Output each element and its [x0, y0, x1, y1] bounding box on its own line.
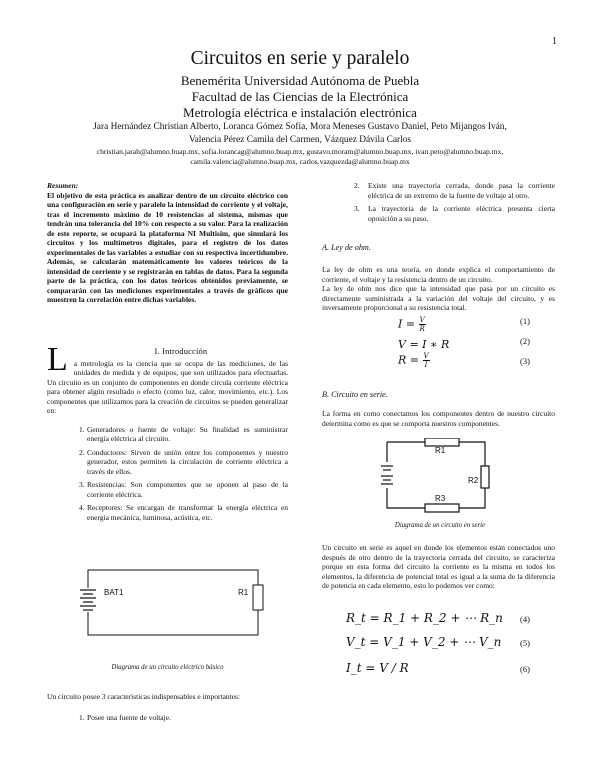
list-item: 2. Existe una trayectoria cerrada, donde pasa la corriente eléctrica de un extremo de la fuente de voltaje al otro.: [354, 181, 555, 200]
battery-label: BAT1: [104, 588, 124, 597]
r2-label: R2: [468, 476, 479, 485]
emails-line-1: christian.jarah@alumno.buap.mx, sofia.lorancag@alumno.buap.mx, gustavo.moram@alumno.buap.mx, ivan.peto@alumno.buap.mx,: [96, 147, 504, 156]
characteristics-list-cont: [322, 181, 555, 223]
ohm-text-1: La ley de ohm es una teoría, en donde explica el comportamiento de corriente, el voltaje y la resistencia dentro de un circuito.: [322, 265, 555, 284]
drop-cap: L: [47, 341, 68, 378]
equation-5: V_t = V_1 + V_2 + ⋯ V_n: [346, 635, 502, 649]
list-item: 3. Resistencias: Son componentes que se oponen al paso de la corriente eléctrica.: [79, 480, 288, 499]
equation-number: (4): [520, 614, 530, 624]
page-number: 1: [552, 36, 557, 47]
serie-heading: B. Circuito en serie.: [322, 390, 388, 399]
equation-number: (6): [520, 664, 530, 674]
fig2-caption: Diagrama de un circuito en serie: [394, 522, 486, 529]
authors-line-2: Valencia Pérez Camila del Carmen, Vázquez Dávila Carlos: [188, 135, 412, 145]
equation-6: I_t = V / R: [346, 661, 409, 675]
equation-1: I = $\frac{V}{R}$: [398, 316, 425, 333]
authors-line-1: Jara Hernández Christian Alberto, Loranca Gómez Sofía, Mora Meneses Gustavo Daniel, Peto Mijangos Iván,: [93, 122, 507, 132]
list-item: 4. Receptores: Se encargan de transformar la energía eléctrica en energía mecánica, luminosa, acústica, etc.: [79, 503, 288, 522]
basic-circuit-diagram: [70, 560, 270, 650]
intro-text: a metrología es la ciencia que se ocupa de las mediciones, de las unidades de medida y de equipos, que son utilizados para efectuarlas. Un circuito es un conjunto de componentes en donde circula corriente eléctrica para obtener algún resultado o efecto (como luz, calor, movimiento, etc.). Los componentes que utilizamos para la creación de circuitos se pueden generalizar en:: [47, 358, 288, 415]
list-item: 2. Conductores: Sirven de unión entre los componentes y nuestro generador, estos permiten la circulación de corriente eléctrica a través de ellos.: [79, 447, 288, 476]
intro-heading: I. Introducción: [154, 347, 208, 356]
equation-number: (2): [520, 336, 530, 346]
abstract-text: El objetivo de esta práctica es analizar dentro de un circuito eléctrico con una configuración en serie y paralelo la intensidad de corriente y el voltaje, tras el incremento máximo de 10 resistencias al sistema, mismas que tendrán una tolerancia del 10% con respecto a su valor. Para la realización de este reporte, se ocupará la plataforma NI Multisim, que simulará los circuitos y los multímetros digitales, para el registro de los datos experimentales de las variables a estudiar con su respectiva incertidumbre. Además, se calcularán matemáticamente los valores teóricos de la intensidad de corriente y se registrarán en tablas de datos. Para la segunda parte de la práctica, con los datos teóricos obtenidos previamente, se compararán con las mediciones experimentales a través de gráficos que muestren la correlación entre dichas variables.: [47, 190, 288, 304]
r1-label: R1: [435, 446, 446, 455]
introduction: [47, 341, 288, 522]
serie-text-2: Un circuito en serie es aquel en donde los elementos están conectados uno después de otro dentro de la trayectoria cerrada del circuito, se caracteriza porque en esta forma del circuito la corriente es la misma en todos los elementos, la diferencia de potencial total es igual a la suma de la diferencia de potencia en cada elemento, esto lo podemos ver como:: [322, 543, 555, 590]
equation-number: (1): [520, 316, 530, 326]
component-list: [47, 425, 288, 523]
emails-line-2: camila.valencia@alumno.buap.mx, carlos.vazquezda@alumno.buap.mx: [190, 157, 410, 166]
paper-title: Circuitos en serie y paralelo: [190, 48, 410, 69]
resistor-label: R1: [238, 588, 249, 597]
equation-2: V = I ∗ R: [398, 338, 450, 351]
institution: Benemérita Universidad Autónoma de Puebla: [180, 73, 420, 88]
ohm-heading: A. Ley de ohm.: [322, 243, 371, 252]
abstract: [47, 181, 288, 305]
equation-4: R_t = R_1 + R_2 + ⋯ R_n: [346, 611, 503, 625]
course: Metrología eléctrica e instalación electrónica: [183, 105, 417, 120]
equation-number: (5): [520, 638, 530, 648]
ohm-text-2: La ley de ohm nos dice que la intensidad que pasa por un circuito es directamente suministrada a la variación del voltaje del circuito, y es inversamente proporcional a su resistencia total.: [322, 284, 555, 312]
faculty: Facultad de las Ciencias de la Electrónica: [191, 89, 409, 104]
characteristics-intro: Un circuito posee 3 características indispensables e importantes:: [47, 692, 241, 701]
series-circuit-diagram: [375, 438, 500, 518]
list-item: 3. La trayectoria de la corriente eléctrica presenta cierta oposición a su paso.: [354, 204, 555, 223]
serie-text: La forma en como conectamos los componentes dentro de nuestro circuito determina como es que se comporta nuestros componentes.: [322, 409, 555, 428]
equation-number: (3): [520, 356, 530, 366]
list-item: 1. Generadores o fuente de voltaje: Su finalidad es suministrar energía eléctrica al circuito.: [79, 424, 288, 443]
list-item: 1. Posee una fuente de voltaje.: [79, 713, 171, 722]
fig1-caption: Diagrama de un circuito eléctrico básico: [111, 664, 224, 671]
r3-label: R3: [435, 494, 446, 503]
abstract-label: Resumen:: [47, 181, 79, 190]
equation-3: R = $\frac{V}{I}$: [398, 352, 429, 369]
